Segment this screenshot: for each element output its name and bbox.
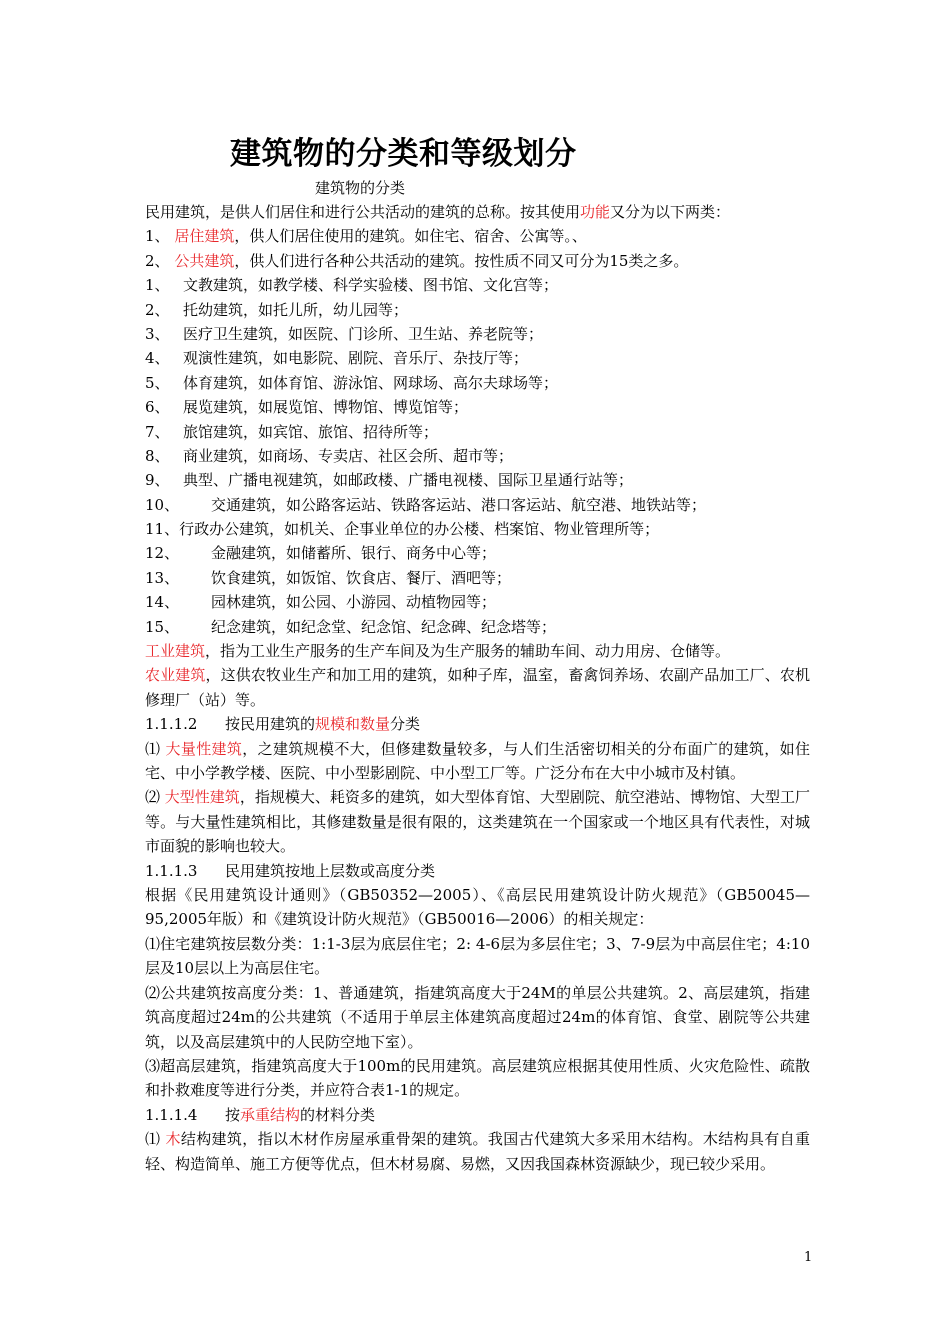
document-body [145,200,810,1176]
section-heading [145,859,810,883]
height-paragraph: ⑴住宅建筑按层数分类：1:1-3层为底层住宅；2: 4-6层为多层住宅；3、7-9层为中高层住宅；4:10层及10层以上为高层住宅。 [145,934,810,978]
list-number: 13、 [145,568,180,587]
public-list-item [145,371,810,395]
public-list-item [145,590,810,614]
page-title: 建筑物的分类和等级划分 [230,136,577,172]
list-text: 托幼建筑，如托儿所，幼儿园等； [183,300,409,319]
scale-highlight: 大量性建筑 [165,739,243,758]
height-paragraph: ⑵公共建筑按高度分类：1、普通建筑，指建筑高度大于24M的单层公共建筑。2、高层建筑，指建筑高度超过24m的公共建筑（不适用于单层主体建筑高度超过24m的体育馆、食堂、剧院等公共建筑，以及高层建筑中的人民防空地下室）。 [145,983,810,1051]
agricultural-text: ，这供农牧业生产和加工用的建筑，如种子库，温室，畜禽饲养场、农副产品加工厂、农机修理厂（站）等。 [145,666,810,709]
para-number: ⑴ [145,739,166,758]
section-text: 按 [225,1105,241,1124]
section-heading [145,1103,810,1127]
public-list-item [145,468,810,492]
list-number: 8、 [145,446,170,465]
basis-paragraph: 根据《民用建筑设计通则》（GB50352—2005）、《高层民用建筑设计防火规范》（GB50045—95,2005年版）和《建筑设计防火规范》（GB50016—2006）的相关规定： [145,886,810,929]
intro-text: 民用建筑，是供人们居住和进行公共活动的建筑的总称。按其使用 [145,203,581,221]
public-list-item [145,395,810,419]
scale-text: ，指规模大、耗资多的建筑，如大型体育馆、大型剧院、航空港站、博物馆、大型工厂等。与大量性建筑相比，其修建数量是很有限的，这类建筑在一个国家或一个地区具有代表性，对城市面貌的影响也较大。 [145,788,810,856]
list-number: 2、 [145,300,170,319]
type-highlight: 公共建筑 [174,251,235,270]
list-text: 典型、广播电视建筑，如邮政楼、广播电视楼、国际卫星通行站等； [183,471,634,490]
list-number: 12、 [145,544,180,563]
public-list-item: 11、行政办公建筑，如机关、企事业单位的办公楼、档案馆、物业管理所等； [145,520,660,539]
list-text: 观演性建筑，如电影院、剧院、音乐厅、杂技厅等； [183,349,529,368]
list-number: 14、 [145,593,180,612]
section-heading [145,712,810,736]
intro-line [145,200,810,224]
wood-highlight: 木 [165,1130,181,1149]
section-number: 1.1.1.4 [145,1105,198,1124]
public-list-item [145,346,810,370]
height-paragraph: ⑶超高层建筑，指建筑高度大于100m的民用建筑。高层建筑应根据其使用性质、火灾危险性、疏散和扑救难度等进行分类，并应符合表1-1的规定。 [145,1056,810,1100]
industrial-text: ，指为工业生产服务的生产车间及为生产服务的辅助车间、动力用房、仓储等。 [205,642,731,661]
public-list-item [145,615,810,639]
list-text: 文教建筑，如教学楼、科学实验楼、图书馆、文化宫等； [183,276,559,295]
section-number: 1.1.1.3 [145,861,198,880]
list-text: 体育建筑，如体育馆、游泳馆、网球场、高尔夫球场等； [183,373,559,392]
list-number: 9、 [145,471,170,490]
list-number: 6、 [145,398,170,417]
public-list-item [145,273,810,297]
scale-paragraph [145,737,810,786]
section-text-end: 分类 [390,715,421,734]
public-list-item [145,420,810,444]
public-list-item [145,493,810,517]
list-text: 展览建筑，如展览馆、博物馆、博览馆等； [183,398,469,417]
industrial-highlight: 工业建筑 [145,642,206,661]
section-text: 民用建筑按地上层数或高度分类 [225,861,436,880]
section-subtitle: 建筑物的分类 [315,179,406,197]
type-number: 1、 [145,227,170,246]
para-number: ⑴ [145,1130,166,1149]
list-number: 4、 [145,349,170,368]
list-text: 金融建筑，如储蓄所、银行、商务中心等； [211,544,497,563]
list-number: 3、 [145,324,170,343]
public-list-item [145,322,810,346]
list-text: 交通建筑，如公路客运站、铁路客运站、港口客运站、航空港、地铁站等； [211,495,707,514]
section-highlight: 规模和数量 [315,715,391,734]
industrial-paragraph [145,639,810,663]
agricultural-paragraph [145,663,810,712]
scale-highlight: 大型性建筑 [164,788,240,807]
scale-paragraph [145,785,810,858]
section-highlight: 承重结构 [240,1105,301,1124]
type-number: 2、 [145,251,170,270]
type-item [145,249,810,273]
list-number: 10、 [145,495,180,514]
wood-paragraph [145,1127,810,1176]
public-list-item [145,298,810,322]
public-list-item [145,566,810,590]
type-item [145,224,810,248]
scale-text: ，之建筑规模不大，但修建数量较多，与人们生活密切相关的分布面广的建筑，如住宅、中小学教学楼、医院、中小型影剧院、中小型工厂等。广泛分布在大中小城市及村镇。 [145,739,810,783]
section-number: 1.1.1.2 [145,715,198,734]
wood-text: 结构建筑，指以木材作房屋承重骨架的建筑。我国古代建筑大多采用木结构。木结构具有自重轻、构造简单、施工方便等优点，但木材易腐、易燃，又因我国森林资源缺少，现已较少采用。 [145,1130,810,1173]
para-number: ⑵ [145,788,165,807]
type-text: ，供人们居住使用的建筑。如住宅、宿舍、公寓等。、 [234,227,587,246]
type-highlight: 居住建筑 [174,227,235,246]
list-text: 医疗卫生建筑，如医院、门诊所、卫生站、养老院等； [183,324,544,343]
list-number: 15、 [145,617,180,636]
list-text: 旅馆建筑，如宾馆、旅馆、招待所等； [183,422,439,441]
list-text: 纪念建筑，如纪念堂、纪念馆、纪念碑、纪念塔等； [211,617,557,636]
intro-text-end: 又分为以下两类： [610,203,731,221]
agricultural-highlight: 农业建筑 [145,666,206,685]
list-number: 5、 [145,373,170,392]
list-text: 园林建筑，如公园、小游园、动植物园等； [211,593,497,612]
list-number: 7、 [145,422,170,441]
list-text: 商业建筑，如商场、专卖店、社区会所、超市等； [183,446,514,465]
public-list-item [145,541,810,565]
intro-highlight: 功能 [580,203,611,221]
type-text: ，供人们进行各种公共活动的建筑。按性质不同又可分为15类之多。 [234,251,689,270]
list-text: 饮食建筑，如饭馆、饮食店、餐厅、酒吧等； [211,568,512,587]
section-text: 按民用建筑的 [225,715,316,734]
section-text-end: 的材料分类 [300,1105,376,1124]
public-list-item [145,444,810,468]
list-number: 1、 [145,276,170,295]
page-number: 1 [804,1250,813,1265]
